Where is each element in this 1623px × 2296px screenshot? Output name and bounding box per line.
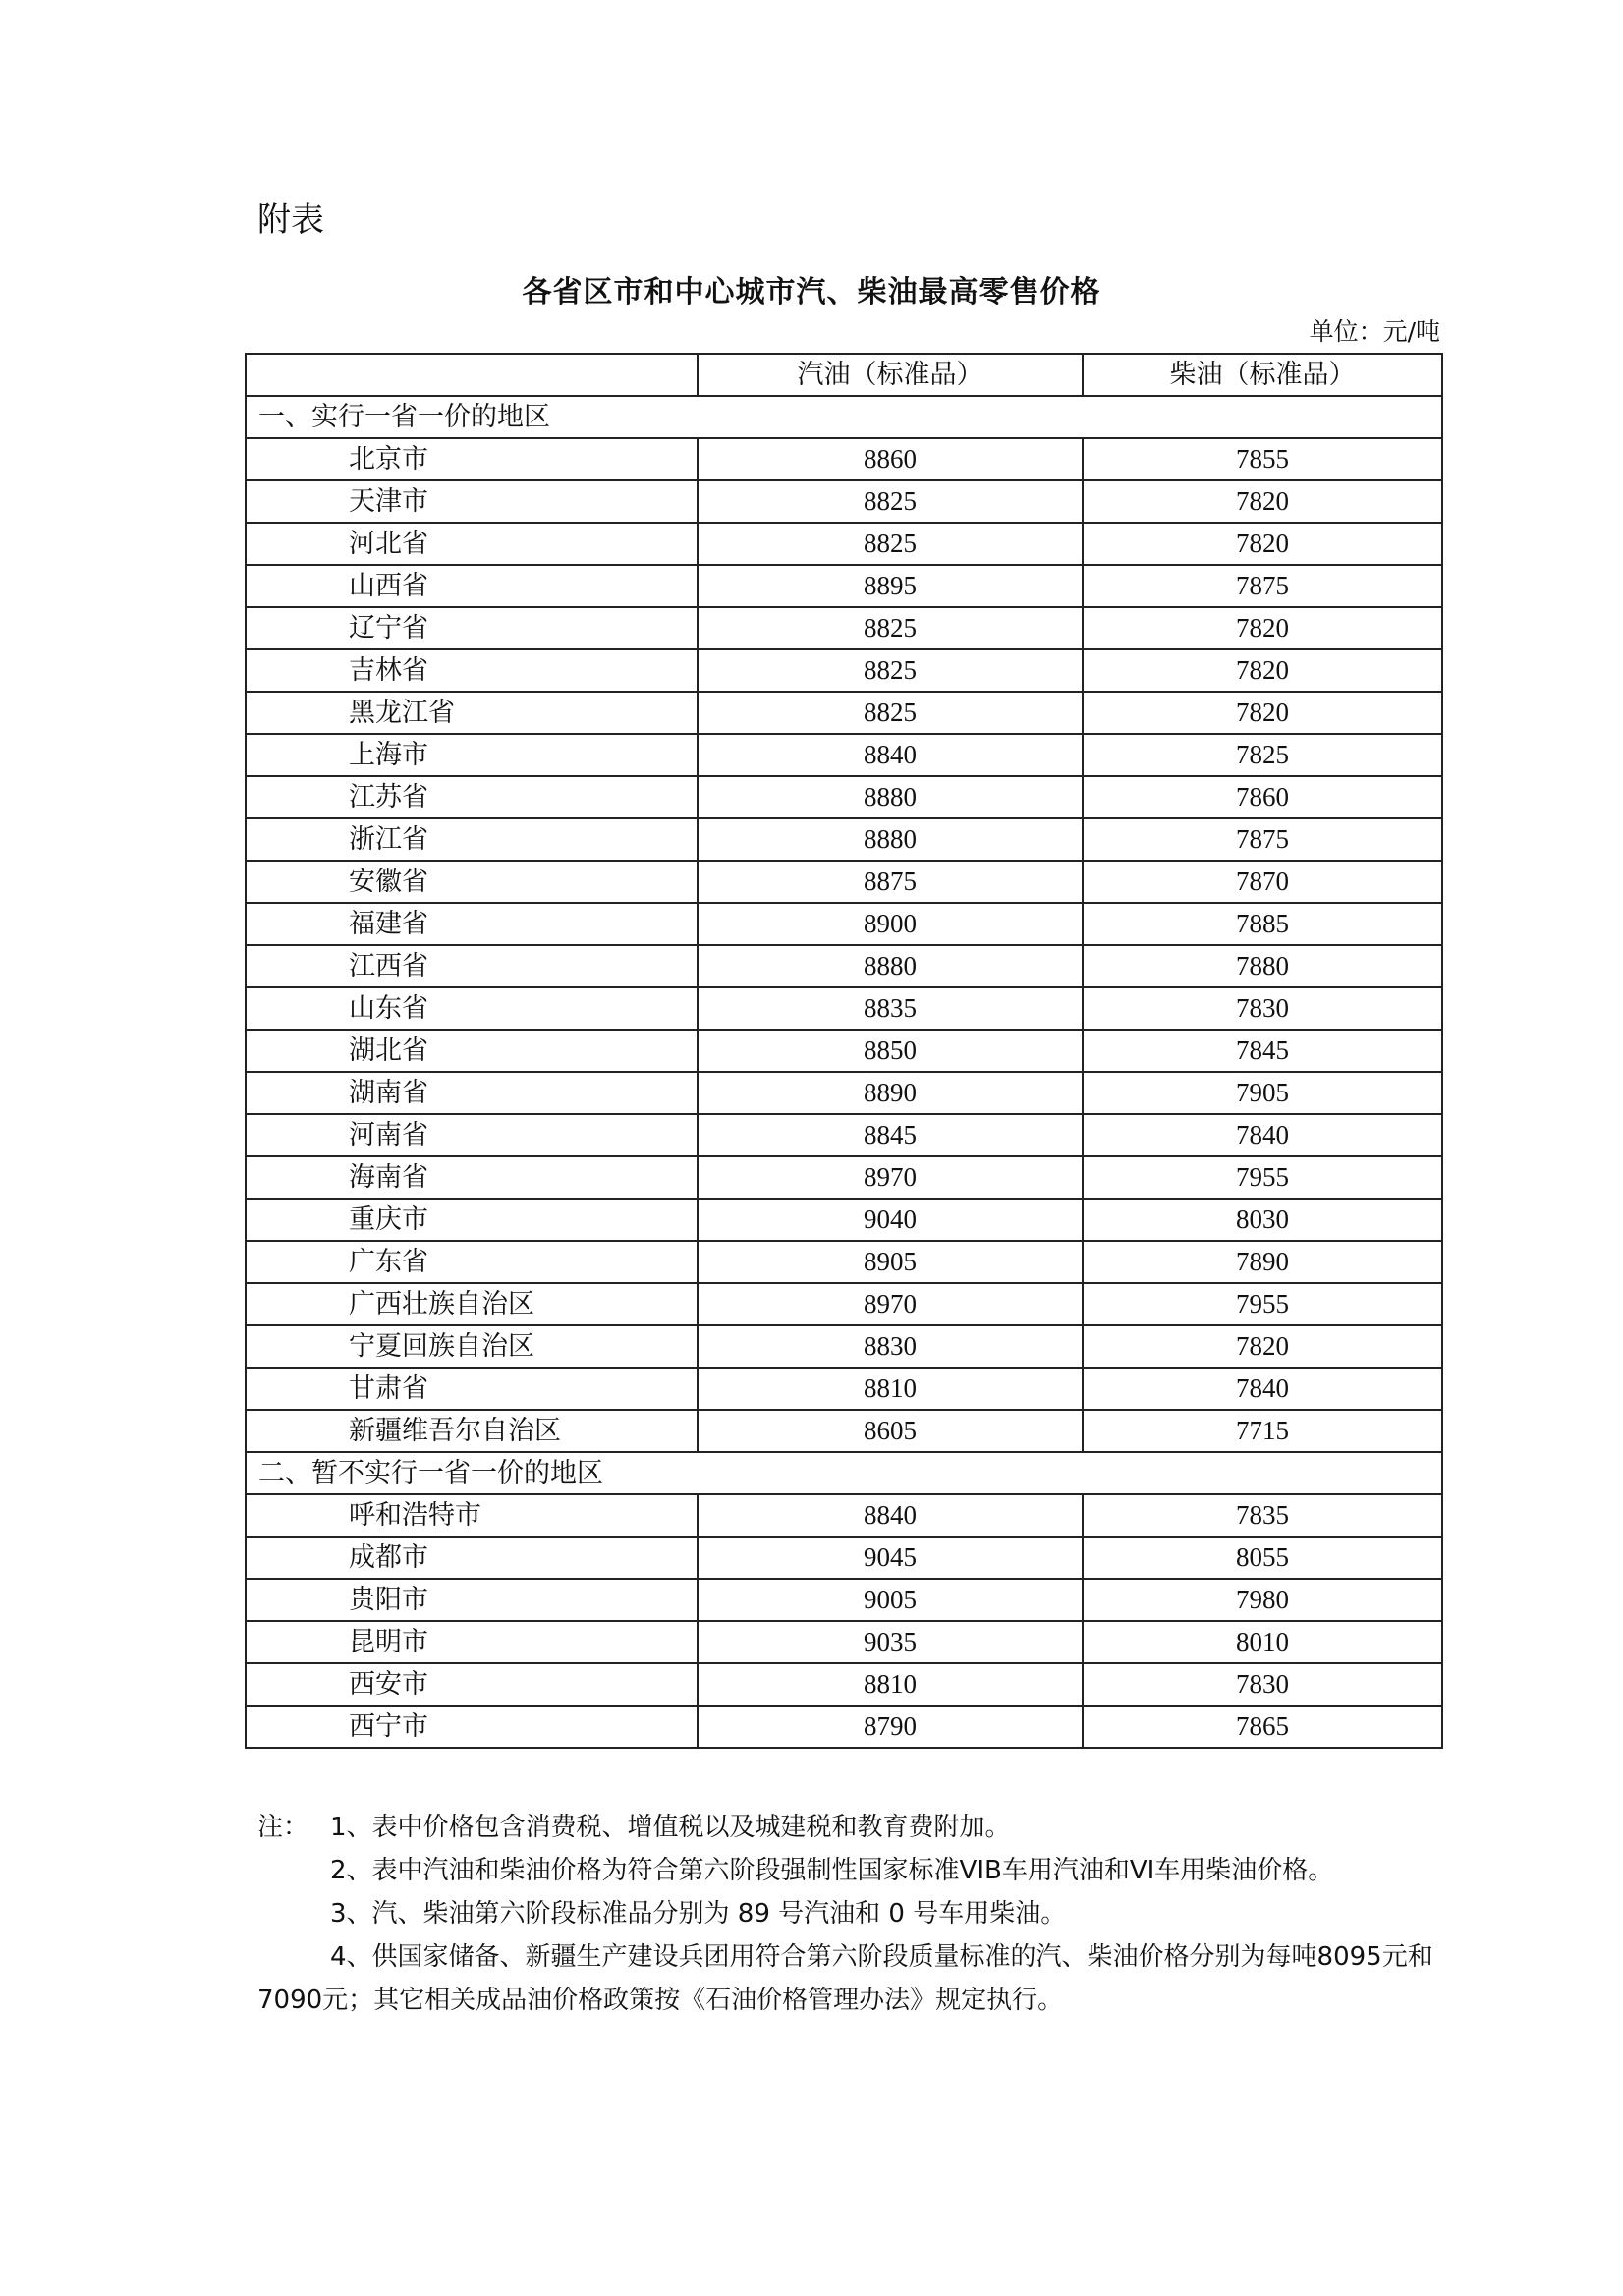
section-heading-row: [246, 1452, 1442, 1494]
table-row: [246, 607, 1442, 649]
region-cell: 新疆维吾尔自治区: [246, 1410, 698, 1452]
table-row: [246, 523, 1442, 565]
region-cell: 辽宁省: [246, 607, 698, 649]
table-row: [246, 1663, 1442, 1706]
region-cell: 呼和浩特市: [246, 1494, 698, 1537]
region-cell: 湖南省: [246, 1072, 698, 1114]
diesel-price-cell: 7855: [1083, 438, 1442, 480]
gasoline-price-cell: 8840: [698, 734, 1083, 776]
unit-label: 单位：元/吨: [1309, 317, 1440, 346]
region-cell: 吉林省: [246, 649, 698, 692]
gasoline-price-cell: 8850: [698, 1030, 1083, 1072]
table-row: [246, 692, 1442, 734]
table-row: [246, 649, 1442, 692]
region-cell: 黑龙江省: [246, 692, 698, 734]
gasoline-price-cell: 8905: [698, 1241, 1083, 1283]
table-row: [246, 1199, 1442, 1241]
diesel-price-cell: 7885: [1083, 903, 1442, 945]
diesel-price-cell: 7875: [1083, 818, 1442, 861]
diesel-price-cell: 7880: [1083, 945, 1442, 987]
note-4: 4、供国家储备、新疆生产建设兵团用符合第六阶段质量标准的汽、柴油价格分别为每吨8095元和 7090元；其它相关成品油价格政策按《石油价格管理办法》规定执行。: [257, 1942, 1433, 2015]
region-cell: 上海市: [246, 734, 698, 776]
diesel-price-cell: 7870: [1083, 861, 1442, 903]
notes-label: 注：: [257, 1813, 309, 1842]
table-row: [246, 1579, 1442, 1621]
gasoline-price-cell: 8860: [698, 438, 1083, 480]
table-row: [246, 565, 1442, 607]
gasoline-price-cell: 8810: [698, 1663, 1083, 1706]
gasoline-price-cell: 8605: [698, 1410, 1083, 1452]
gasoline-price-cell: 9005: [698, 1579, 1083, 1621]
diesel-price-cell: 7820: [1083, 523, 1442, 565]
region-cell: 山西省: [246, 565, 698, 607]
gasoline-price-cell: 8825: [698, 649, 1083, 692]
gasoline-price-cell: 8880: [698, 945, 1083, 987]
region-cell: 河南省: [246, 1114, 698, 1156]
notes: [257, 1806, 1441, 2022]
diesel-price-cell: 7835: [1083, 1494, 1442, 1537]
region-cell: 海南省: [246, 1156, 698, 1199]
diesel-price-cell: 7820: [1083, 692, 1442, 734]
gasoline-price-cell: 8830: [698, 1325, 1083, 1368]
gasoline-price-cell: 9045: [698, 1537, 1083, 1579]
region-cell: 浙江省: [246, 818, 698, 861]
table-row: [246, 438, 1442, 480]
table-row: [246, 1283, 1442, 1325]
table-row: [246, 861, 1442, 903]
table-row: [246, 1410, 1442, 1452]
region-cell: 宁夏回族自治区: [246, 1325, 698, 1368]
header-gasoline: 汽油（标准品）: [698, 354, 1083, 396]
diesel-price-cell: 7840: [1083, 1114, 1442, 1156]
region-cell: 江西省: [246, 945, 698, 987]
diesel-price-cell: 7955: [1083, 1283, 1442, 1325]
gasoline-price-cell: 8880: [698, 776, 1083, 818]
table-row: [246, 1030, 1442, 1072]
gasoline-price-cell: 8875: [698, 861, 1083, 903]
document-title: 各省区市和中心城市汽、柴油最高零售价格: [522, 275, 1101, 309]
diesel-price-cell: 7820: [1083, 1325, 1442, 1368]
region-cell: 天津市: [246, 480, 698, 523]
diesel-price-cell: 7980: [1083, 1579, 1442, 1621]
diesel-price-cell: 7820: [1083, 607, 1442, 649]
table-row: [246, 1621, 1442, 1663]
table-row: [246, 1114, 1442, 1156]
gasoline-price-cell: 8880: [698, 818, 1083, 861]
diesel-price-cell: 7860: [1083, 776, 1442, 818]
gasoline-price-cell: 8810: [698, 1368, 1083, 1410]
diesel-price-cell: 7830: [1083, 1663, 1442, 1706]
diesel-price-cell: 7715: [1083, 1410, 1442, 1452]
note-3: 3、汽、柴油第六阶段标准品分别为 89 号汽油和 0 号车用柴油。: [330, 1899, 1067, 1929]
note-2: 2、表中汽油和柴油价格为符合第六阶段强制性国家标准VIB车用汽油和VI车用柴油价格。: [330, 1856, 1334, 1885]
table-row: [246, 945, 1442, 987]
table-row: [246, 1156, 1442, 1199]
table-row: [246, 1325, 1442, 1368]
table-row: [246, 776, 1442, 818]
table-row: [246, 903, 1442, 945]
note-1-text: 1、表中价格包含消费税、增值税以及城建税和教育费附加。: [330, 1813, 1011, 1842]
region-cell: 福建省: [246, 903, 698, 945]
table-row: [246, 987, 1442, 1030]
diesel-price-cell: 7875: [1083, 565, 1442, 607]
diesel-price-cell: 8010: [1083, 1621, 1442, 1663]
appendix-label: 附表: [257, 200, 324, 240]
gasoline-price-cell: 8890: [698, 1072, 1083, 1114]
diesel-price-cell: 7820: [1083, 649, 1442, 692]
diesel-price-cell: 8055: [1083, 1537, 1442, 1579]
diesel-price-cell: 7820: [1083, 480, 1442, 523]
note-1: [257, 1806, 1441, 1849]
region-cell: 昆明市: [246, 1621, 698, 1663]
gasoline-price-cell: 9035: [698, 1621, 1083, 1663]
region-cell: 成都市: [246, 1537, 698, 1579]
region-cell: 安徽省: [246, 861, 698, 903]
region-cell: 广东省: [246, 1241, 698, 1283]
diesel-price-cell: 7890: [1083, 1241, 1442, 1283]
gasoline-price-cell: 8970: [698, 1156, 1083, 1199]
region-cell: 西安市: [246, 1663, 698, 1706]
diesel-price-cell: 7865: [1083, 1706, 1442, 1748]
region-cell: 西宁市: [246, 1706, 698, 1748]
region-cell: 北京市: [246, 438, 698, 480]
gasoline-price-cell: 8835: [698, 987, 1083, 1030]
diesel-price-cell: 7840: [1083, 1368, 1442, 1410]
region-cell: 重庆市: [246, 1199, 698, 1241]
section-heading: 二、暂不实行一省一价的地区: [246, 1452, 1442, 1494]
diesel-price-cell: 7955: [1083, 1156, 1442, 1199]
table-row: [246, 1241, 1442, 1283]
price-table: [245, 353, 1443, 1749]
gasoline-price-cell: 8825: [698, 523, 1083, 565]
gasoline-price-cell: 8845: [698, 1114, 1083, 1156]
header-region: [246, 354, 698, 396]
gasoline-price-cell: 8825: [698, 692, 1083, 734]
region-cell: 湖北省: [246, 1030, 698, 1072]
region-cell: 江苏省: [246, 776, 698, 818]
gasoline-price-cell: 8895: [698, 565, 1083, 607]
diesel-price-cell: 8030: [1083, 1199, 1442, 1241]
gasoline-price-cell: 8970: [698, 1283, 1083, 1325]
diesel-price-cell: 7905: [1083, 1072, 1442, 1114]
price-table-body: [246, 354, 1442, 1748]
region-cell: 河北省: [246, 523, 698, 565]
table-row: [246, 480, 1442, 523]
table-header-row: [246, 354, 1442, 396]
section-heading: 一、实行一省一价的地区: [246, 396, 1442, 438]
gasoline-price-cell: 8790: [698, 1706, 1083, 1748]
diesel-price-cell: 7830: [1083, 987, 1442, 1030]
diesel-price-cell: 7845: [1083, 1030, 1442, 1072]
table-row: [246, 1072, 1442, 1114]
table-row: [246, 734, 1442, 776]
table-row: [246, 1368, 1442, 1410]
diesel-price-cell: 7825: [1083, 734, 1442, 776]
region-cell: 广西壮族自治区: [246, 1283, 698, 1325]
section-heading-row: [246, 396, 1442, 438]
region-cell: 贵阳市: [246, 1579, 698, 1621]
table-row: [246, 1537, 1442, 1579]
gasoline-price-cell: 9040: [698, 1199, 1083, 1241]
region-cell: 甘肃省: [246, 1368, 698, 1410]
table-row: [246, 1706, 1442, 1748]
gasoline-price-cell: 8840: [698, 1494, 1083, 1537]
table-row: [246, 1494, 1442, 1537]
region-cell: 山东省: [246, 987, 698, 1030]
gasoline-price-cell: 8900: [698, 903, 1083, 945]
header-diesel: 柴油（标准品）: [1083, 354, 1442, 396]
gasoline-price-cell: 8825: [698, 480, 1083, 523]
gasoline-price-cell: 8825: [698, 607, 1083, 649]
table-row: [246, 818, 1442, 861]
